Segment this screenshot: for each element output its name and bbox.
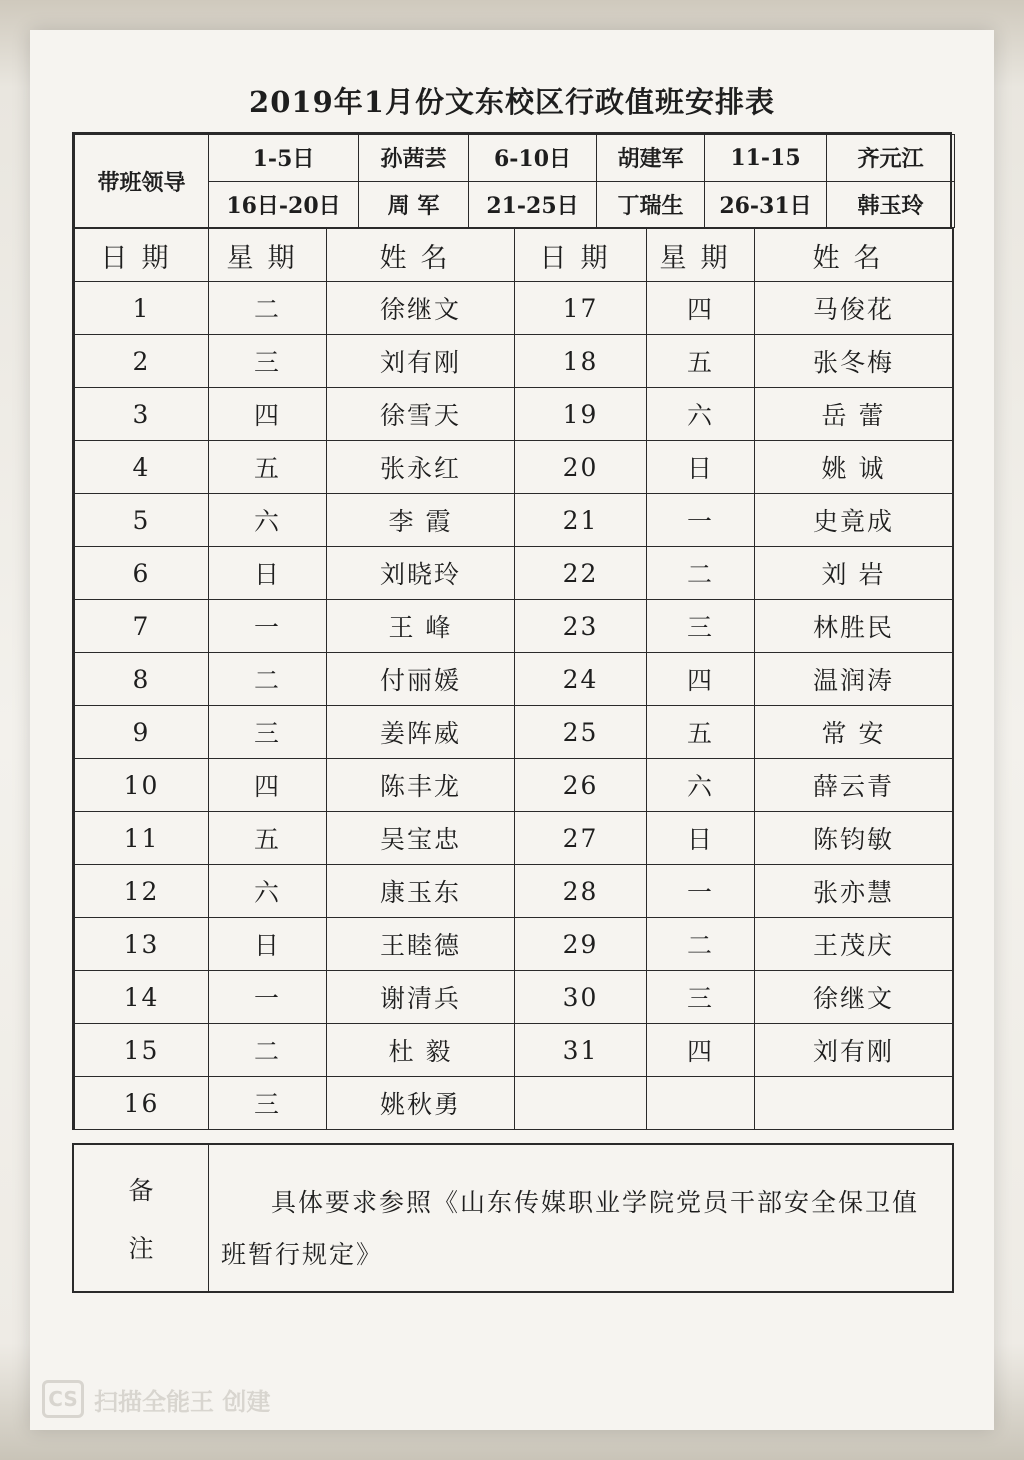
cell-weekday: 二 [647,918,755,971]
cell-name: 史竟成 [755,494,953,547]
cell-weekday: 一 [647,865,755,918]
cell-date: 30 [515,971,647,1024]
remarks-label-char: 注 [128,1234,154,1263]
cell-date: 5 [75,494,209,547]
cell-name: 马俊花 [755,282,953,335]
cell-date: 8 [75,653,209,706]
cell-name: 付丽媛 [327,653,515,706]
cell-date: 12 [75,865,209,918]
cell-weekday: 一 [647,494,755,547]
column-header-name: 姓名 [755,229,953,282]
cell-date: 23 [515,600,647,653]
cell-weekday: 六 [209,865,327,918]
cell-date: 14 [75,971,209,1024]
column-header-date: 日期 [515,229,647,282]
cell-weekday: 四 [209,759,327,812]
cell-name: 刘 岩 [755,547,953,600]
cell-name: 陈钧敏 [755,812,953,865]
leader-name: 韩玉玲 [827,181,955,228]
cell-name: 陈丰龙 [327,759,515,812]
cell-name: 王睦德 [327,918,515,971]
cell-date: 25 [515,706,647,759]
cell-date: 9 [75,706,209,759]
cell-date: 3 [75,388,209,441]
header-row [75,229,953,282]
cell-name: 温润涛 [755,653,953,706]
cell-weekday: 五 [209,441,327,494]
cell-weekday: 三 [647,971,755,1024]
cell-name: 姚 诚 [755,441,953,494]
cell-date: 1 [75,282,209,335]
remarks-section [72,1143,954,1293]
cell-weekday: 三 [209,706,327,759]
cell-date [515,1077,647,1130]
cell-date: 27 [515,812,647,865]
leaders-table [72,132,952,228]
leader-range: 21-25日 [469,181,597,228]
leader-range: 11-15 [705,135,827,182]
cell-name: 刘晓玲 [327,547,515,600]
cell-date: 7 [75,600,209,653]
cell-weekday: 三 [647,600,755,653]
remarks-text: 具体要求参照《山东传媒职业学院党员干部安全保卫值班暂行规定》 [221,1188,920,1269]
cell-weekday: 二 [647,547,755,600]
cell-weekday: 六 [209,494,327,547]
table-row [75,653,953,706]
table-row [75,282,953,335]
duty-schedule-table [72,228,954,1130]
cell-weekday: 二 [209,282,327,335]
leader-range: 1-5日 [209,135,359,182]
cell-weekday: 三 [209,1077,327,1130]
cell-weekday: 四 [647,1024,755,1077]
table-row [75,971,953,1024]
cell-name: 岳 蕾 [755,388,953,441]
camscanner-logo-icon: CS [42,1380,84,1418]
table-row [75,706,953,759]
cell-weekday: 二 [209,653,327,706]
cell-name: 张亦慧 [755,865,953,918]
cell-name: 徐继文 [755,971,953,1024]
cell-date: 22 [515,547,647,600]
cell-weekday: 日 [209,547,327,600]
cell-name [755,1077,953,1130]
leader-name: 周 军 [359,181,469,228]
cell-date: 29 [515,918,647,971]
cell-weekday: 六 [647,388,755,441]
cell-name: 张永红 [327,441,515,494]
leader-name: 孙茜芸 [359,135,469,182]
cell-name: 刘有刚 [755,1024,953,1077]
document-title: 2019年1月份文东校区行政值班安排表 [249,85,775,119]
remarks-label-char: 备 [128,1176,154,1205]
watermark-text: 扫描全能王 创建 [94,1387,271,1416]
leader-range: 26-31日 [705,181,827,228]
cell-weekday: 日 [209,918,327,971]
cell-weekday: 二 [209,1024,327,1077]
table-row [75,388,953,441]
cell-date: 16 [75,1077,209,1130]
table-row [75,1077,953,1130]
table-row [75,1024,953,1077]
cell-date: 21 [515,494,647,547]
cell-name: 徐雪天 [327,388,515,441]
leader-name: 丁瑞生 [597,181,705,228]
cell-date: 11 [75,812,209,865]
cell-date: 19 [515,388,647,441]
cell-weekday: 四 [647,282,755,335]
cell-name: 姜阵威 [327,706,515,759]
cell-date: 2 [75,335,209,388]
table-row [75,494,953,547]
column-header-name: 姓名 [327,229,515,282]
cell-date: 26 [515,759,647,812]
column-header-date: 日期 [75,229,209,282]
cell-name: 康玉东 [327,865,515,918]
cell-date: 24 [515,653,647,706]
leader-name: 胡建军 [597,135,705,182]
cell-name: 吴宝忠 [327,812,515,865]
leader-name: 齐元江 [827,135,955,182]
table-row [75,335,953,388]
cell-weekday: 五 [647,706,755,759]
table-row [75,812,953,865]
cell-name: 薛云青 [755,759,953,812]
cell-weekday: 日 [647,441,755,494]
remarks-label [74,1145,209,1291]
table-row [75,441,953,494]
cell-date: 15 [75,1024,209,1077]
cell-name: 王茂庆 [755,918,953,971]
cell-weekday: 三 [209,335,327,388]
table-row [75,865,953,918]
cell-weekday: 六 [647,759,755,812]
leaders-label: 带班领导 [75,135,209,228]
cell-name: 刘有刚 [327,335,515,388]
cell-date: 17 [515,282,647,335]
cell-weekday: 五 [647,335,755,388]
leader-range: 16日-20日 [209,181,359,228]
leader-range: 6-10日 [469,135,597,182]
cell-weekday: 一 [209,600,327,653]
cell-name: 张冬梅 [755,335,953,388]
cell-date: 20 [515,441,647,494]
cell-name: 徐继文 [327,282,515,335]
column-header-weekday: 星期 [209,229,327,282]
cell-date: 6 [75,547,209,600]
cell-date: 10 [75,759,209,812]
cell-weekday: 日 [647,812,755,865]
cell-name: 姚秋勇 [327,1077,515,1130]
cell-date: 13 [75,918,209,971]
table-row [75,918,953,971]
cell-name: 王 峰 [327,600,515,653]
cell-weekday: 五 [209,812,327,865]
cell-name: 杜 毅 [327,1024,515,1077]
cell-date: 4 [75,441,209,494]
cell-date: 28 [515,865,647,918]
cell-weekday: 四 [647,653,755,706]
cell-weekday [647,1077,755,1130]
table-row [75,600,953,653]
table-row [75,547,953,600]
cell-name: 谢清兵 [327,971,515,1024]
cell-name: 常 安 [755,706,953,759]
cell-date: 31 [515,1024,647,1077]
table-row [75,759,953,812]
cell-weekday: 一 [209,971,327,1024]
cell-name: 李 霞 [327,494,515,547]
cell-date: 18 [515,335,647,388]
cell-name: 林胜民 [755,600,953,653]
column-header-weekday: 星期 [647,229,755,282]
cell-weekday: 四 [209,388,327,441]
scanner-watermark [42,1380,270,1418]
